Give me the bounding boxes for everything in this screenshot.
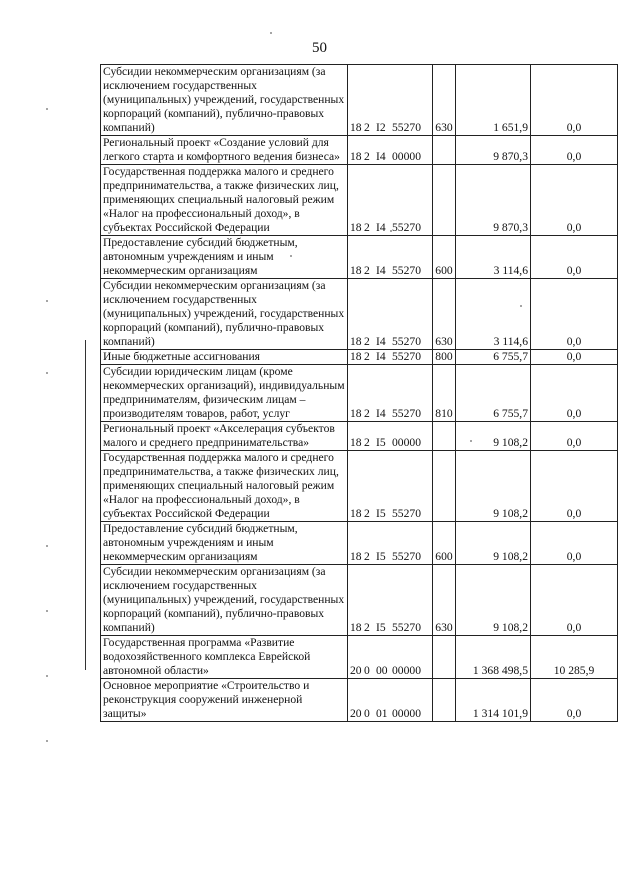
csr-code-part: I5 [376, 550, 386, 563]
row-name-cell: Субсидии некоммерческим организациям (за исключением государственных (муниципальных) учреждений, государственных корпораций (компаний), публично-правовых компаний) [101, 65, 348, 136]
csr-code-part: I4 [376, 350, 386, 363]
row-amount-cell: 9 870,3 [456, 136, 531, 165]
table-row [101, 522, 618, 565]
scan-speck [46, 675, 48, 677]
csr-code-part: 00 [376, 664, 388, 677]
scan-speck [270, 32, 272, 34]
table-row [101, 136, 618, 165]
csr-code-part: 18 [350, 150, 362, 163]
row-amount-cell: 1 368 498,5 [456, 636, 531, 679]
row-amount-cell: 9 108,2 [456, 422, 531, 451]
table-row [101, 565, 618, 636]
csr-code-part: 20 [350, 664, 362, 677]
row-csr-cell [348, 679, 433, 722]
csr-code-part: 2 [364, 621, 370, 634]
row-name-cell: Иные бюджетные ассигнования [101, 350, 348, 365]
table-row [101, 236, 618, 279]
csr-code-part: 2 [364, 335, 370, 348]
csr-code-part: 18 [350, 550, 362, 563]
csr-code-part: 18 [350, 436, 362, 449]
budget-table-body [101, 65, 618, 722]
row-expense-type-cell: 810 [433, 365, 456, 422]
csr-code-part: 00000 [392, 436, 421, 449]
csr-code-part: 18 [350, 221, 362, 234]
table-row [101, 350, 618, 365]
scan-speck [46, 108, 48, 110]
csr-code-part: 18 [350, 121, 362, 134]
row-federal-amount-cell: 0,0 [531, 236, 618, 279]
row-name-cell: Основное мероприятие «Строительство и реконструкция сооружений инженерной защиты» [101, 679, 348, 722]
csr-code-part: I4 [376, 150, 386, 163]
row-name-cell: Субсидии некоммерческим организациям (за исключением государственных (муниципальных) учреждений, государственных корпораций (компаний), публично-правовых компаний) [101, 279, 348, 350]
csr-code-part: 18 [350, 350, 362, 363]
csr-code-part: 2 [364, 436, 370, 449]
scan-speck [46, 610, 48, 612]
table-row [101, 65, 618, 136]
csr-code-part: 18 [350, 264, 362, 277]
row-name-cell: Государственная программа «Развитие водохозяйственного комплекса Еврейской автономной области» [101, 636, 348, 679]
row-federal-amount-cell: 0,0 [531, 279, 618, 350]
csr-code-part: 2 [364, 150, 370, 163]
csr-code-part: 00000 [392, 150, 421, 163]
csr-code-part: I5 [376, 436, 386, 449]
row-expense-type-cell [433, 136, 456, 165]
row-name-cell: Региональный проект «Акселерация субъектов малого и среднего предпринимательства» [101, 422, 348, 451]
csr-code-part: 2 [364, 550, 370, 563]
row-expense-type-cell: 600 [433, 522, 456, 565]
row-federal-amount-cell: 0,0 [531, 350, 618, 365]
row-name-cell: Предоставление субсидий бюджетным, автономным учреждениям и иным некоммерческим организациям [101, 236, 348, 279]
csr-code-part: I4 [376, 264, 386, 277]
row-expense-type-cell: 630 [433, 65, 456, 136]
row-expense-type-cell [433, 636, 456, 679]
csr-code-part: 55270 [392, 407, 421, 420]
csr-code-part: 55270 [392, 264, 421, 277]
csr-code-part: 01 [376, 707, 388, 720]
csr-code-part: 2 [364, 507, 370, 520]
budget-table [100, 64, 618, 722]
row-federal-amount-cell: 0,0 [531, 522, 618, 565]
row-name-cell: Субсидии некоммерческим организациям (за исключением государственных (муниципальных) учреждений, государственных корпораций (компаний), публично-правовых компаний) [101, 565, 348, 636]
scan-speck [520, 305, 522, 307]
csr-code-part: 2 [364, 264, 370, 277]
csr-code-part: I4 [376, 407, 386, 420]
row-csr-cell [348, 365, 433, 422]
csr-code-part: 00000 [392, 664, 421, 677]
row-amount-cell: 1 651,9 [456, 65, 531, 136]
row-name-cell: Государственная поддержка малого и среднего предпринимательства, а также физических лиц, применяющих специальный налоговый режим «Налог на профессиональный доход», в субъектах Российской Федерации [101, 165, 348, 236]
row-csr-cell [348, 522, 433, 565]
scan-speck [290, 255, 292, 257]
csr-code-part: 55270 [392, 335, 421, 348]
table-row [101, 365, 618, 422]
csr-code-part: 18 [350, 335, 362, 348]
row-federal-amount-cell: 10 285,9 [531, 636, 618, 679]
row-federal-amount-cell: 0,0 [531, 422, 618, 451]
scan-speck [46, 300, 48, 302]
csr-code-part: 0 [364, 664, 370, 677]
table-row [101, 451, 618, 522]
csr-code-part: I5 [376, 621, 386, 634]
csr-code-part: 55270 [392, 621, 421, 634]
table-row [101, 636, 618, 679]
csr-code-part: I5 [376, 507, 386, 520]
csr-code-part: 18 [350, 621, 362, 634]
row-amount-cell: 6 755,7 [456, 350, 531, 365]
row-name-cell: Субсидии юридическим лицам (кроме некоммерческих организаций), индивидуальным предпринимателям, физическим лицам – производителям товаров, работ, услуг [101, 365, 348, 422]
row-expense-type-cell: 800 [433, 350, 456, 365]
csr-code-part: I4 [376, 221, 386, 234]
page-number: 50 [312, 40, 327, 56]
row-federal-amount-cell: 0,0 [531, 565, 618, 636]
row-amount-cell: 9 870,3 [456, 165, 531, 236]
row-expense-type-cell: 630 [433, 279, 456, 350]
csr-code-part: 55270 [392, 550, 421, 563]
row-csr-cell [348, 451, 433, 522]
row-csr-cell [348, 236, 433, 279]
row-csr-cell [348, 279, 433, 350]
row-expense-type-cell: 600 [433, 236, 456, 279]
table-row [101, 422, 618, 451]
row-amount-cell: 6 755,7 [456, 365, 531, 422]
row-federal-amount-cell: 0,0 [531, 65, 618, 136]
csr-code-part: 2 [364, 350, 370, 363]
csr-code-part: 0 [364, 707, 370, 720]
csr-code-part: 55270 [392, 350, 421, 363]
csr-code-part: 2 [364, 407, 370, 420]
row-federal-amount-cell: 0,0 [531, 451, 618, 522]
row-csr-cell [348, 350, 433, 365]
scan-speck [470, 440, 472, 442]
csr-code-part: 20 [350, 707, 362, 720]
row-amount-cell: 1 314 101,9 [456, 679, 531, 722]
row-amount-cell: 9 108,2 [456, 451, 531, 522]
row-federal-amount-cell: 0,0 [531, 136, 618, 165]
row-expense-type-cell [433, 422, 456, 451]
row-federal-amount-cell: 0,0 [531, 679, 618, 722]
row-csr-cell [348, 136, 433, 165]
row-csr-cell [348, 636, 433, 679]
row-amount-cell: 3 114,6 [456, 236, 531, 279]
csr-code-part: 55270 [392, 507, 421, 520]
csr-code-part: I4 [376, 335, 386, 348]
row-name-cell: Региональный проект «Создание условий для легкого старта и комфортного ведения бизнеса» [101, 136, 348, 165]
row-amount-cell: 9 108,2 [456, 522, 531, 565]
row-csr-cell [348, 422, 433, 451]
csr-code-part: 18 [350, 507, 362, 520]
csr-code-part: 55270 [392, 221, 421, 234]
table-row [101, 679, 618, 722]
row-csr-cell [348, 65, 433, 136]
row-federal-amount-cell: 0,0 [531, 365, 618, 422]
scan-speck [46, 740, 48, 742]
scan-speck [390, 230, 392, 232]
csr-code-part: 2 [364, 221, 370, 234]
row-expense-type-cell [433, 679, 456, 722]
csr-code-part: 2 [364, 121, 370, 134]
row-expense-type-cell: 630 [433, 565, 456, 636]
scan-margin-line [85, 340, 86, 670]
row-expense-type-cell [433, 165, 456, 236]
row-name-cell: Предоставление субсидий бюджетным, автономным учреждениям и иным некоммерческим организациям [101, 522, 348, 565]
row-expense-type-cell [433, 451, 456, 522]
table-row [101, 279, 618, 350]
scan-speck [46, 372, 48, 374]
row-csr-cell [348, 165, 433, 236]
csr-code-part: 18 [350, 407, 362, 420]
row-amount-cell: 3 114,6 [456, 279, 531, 350]
row-name-cell: Государственная поддержка малого и среднего предпринимательства, а также физических лиц, применяющих специальный налоговый режим «Налог на профессиональный доход», в субъектах Российской Федерации [101, 451, 348, 522]
scan-speck [46, 545, 48, 547]
csr-code-part: 55270 [392, 121, 421, 134]
row-csr-cell [348, 565, 433, 636]
csr-code-part: I2 [376, 121, 386, 134]
row-federal-amount-cell: 0,0 [531, 165, 618, 236]
row-amount-cell: 9 108,2 [456, 565, 531, 636]
table-row [101, 165, 618, 236]
csr-code-part: 00000 [392, 707, 421, 720]
